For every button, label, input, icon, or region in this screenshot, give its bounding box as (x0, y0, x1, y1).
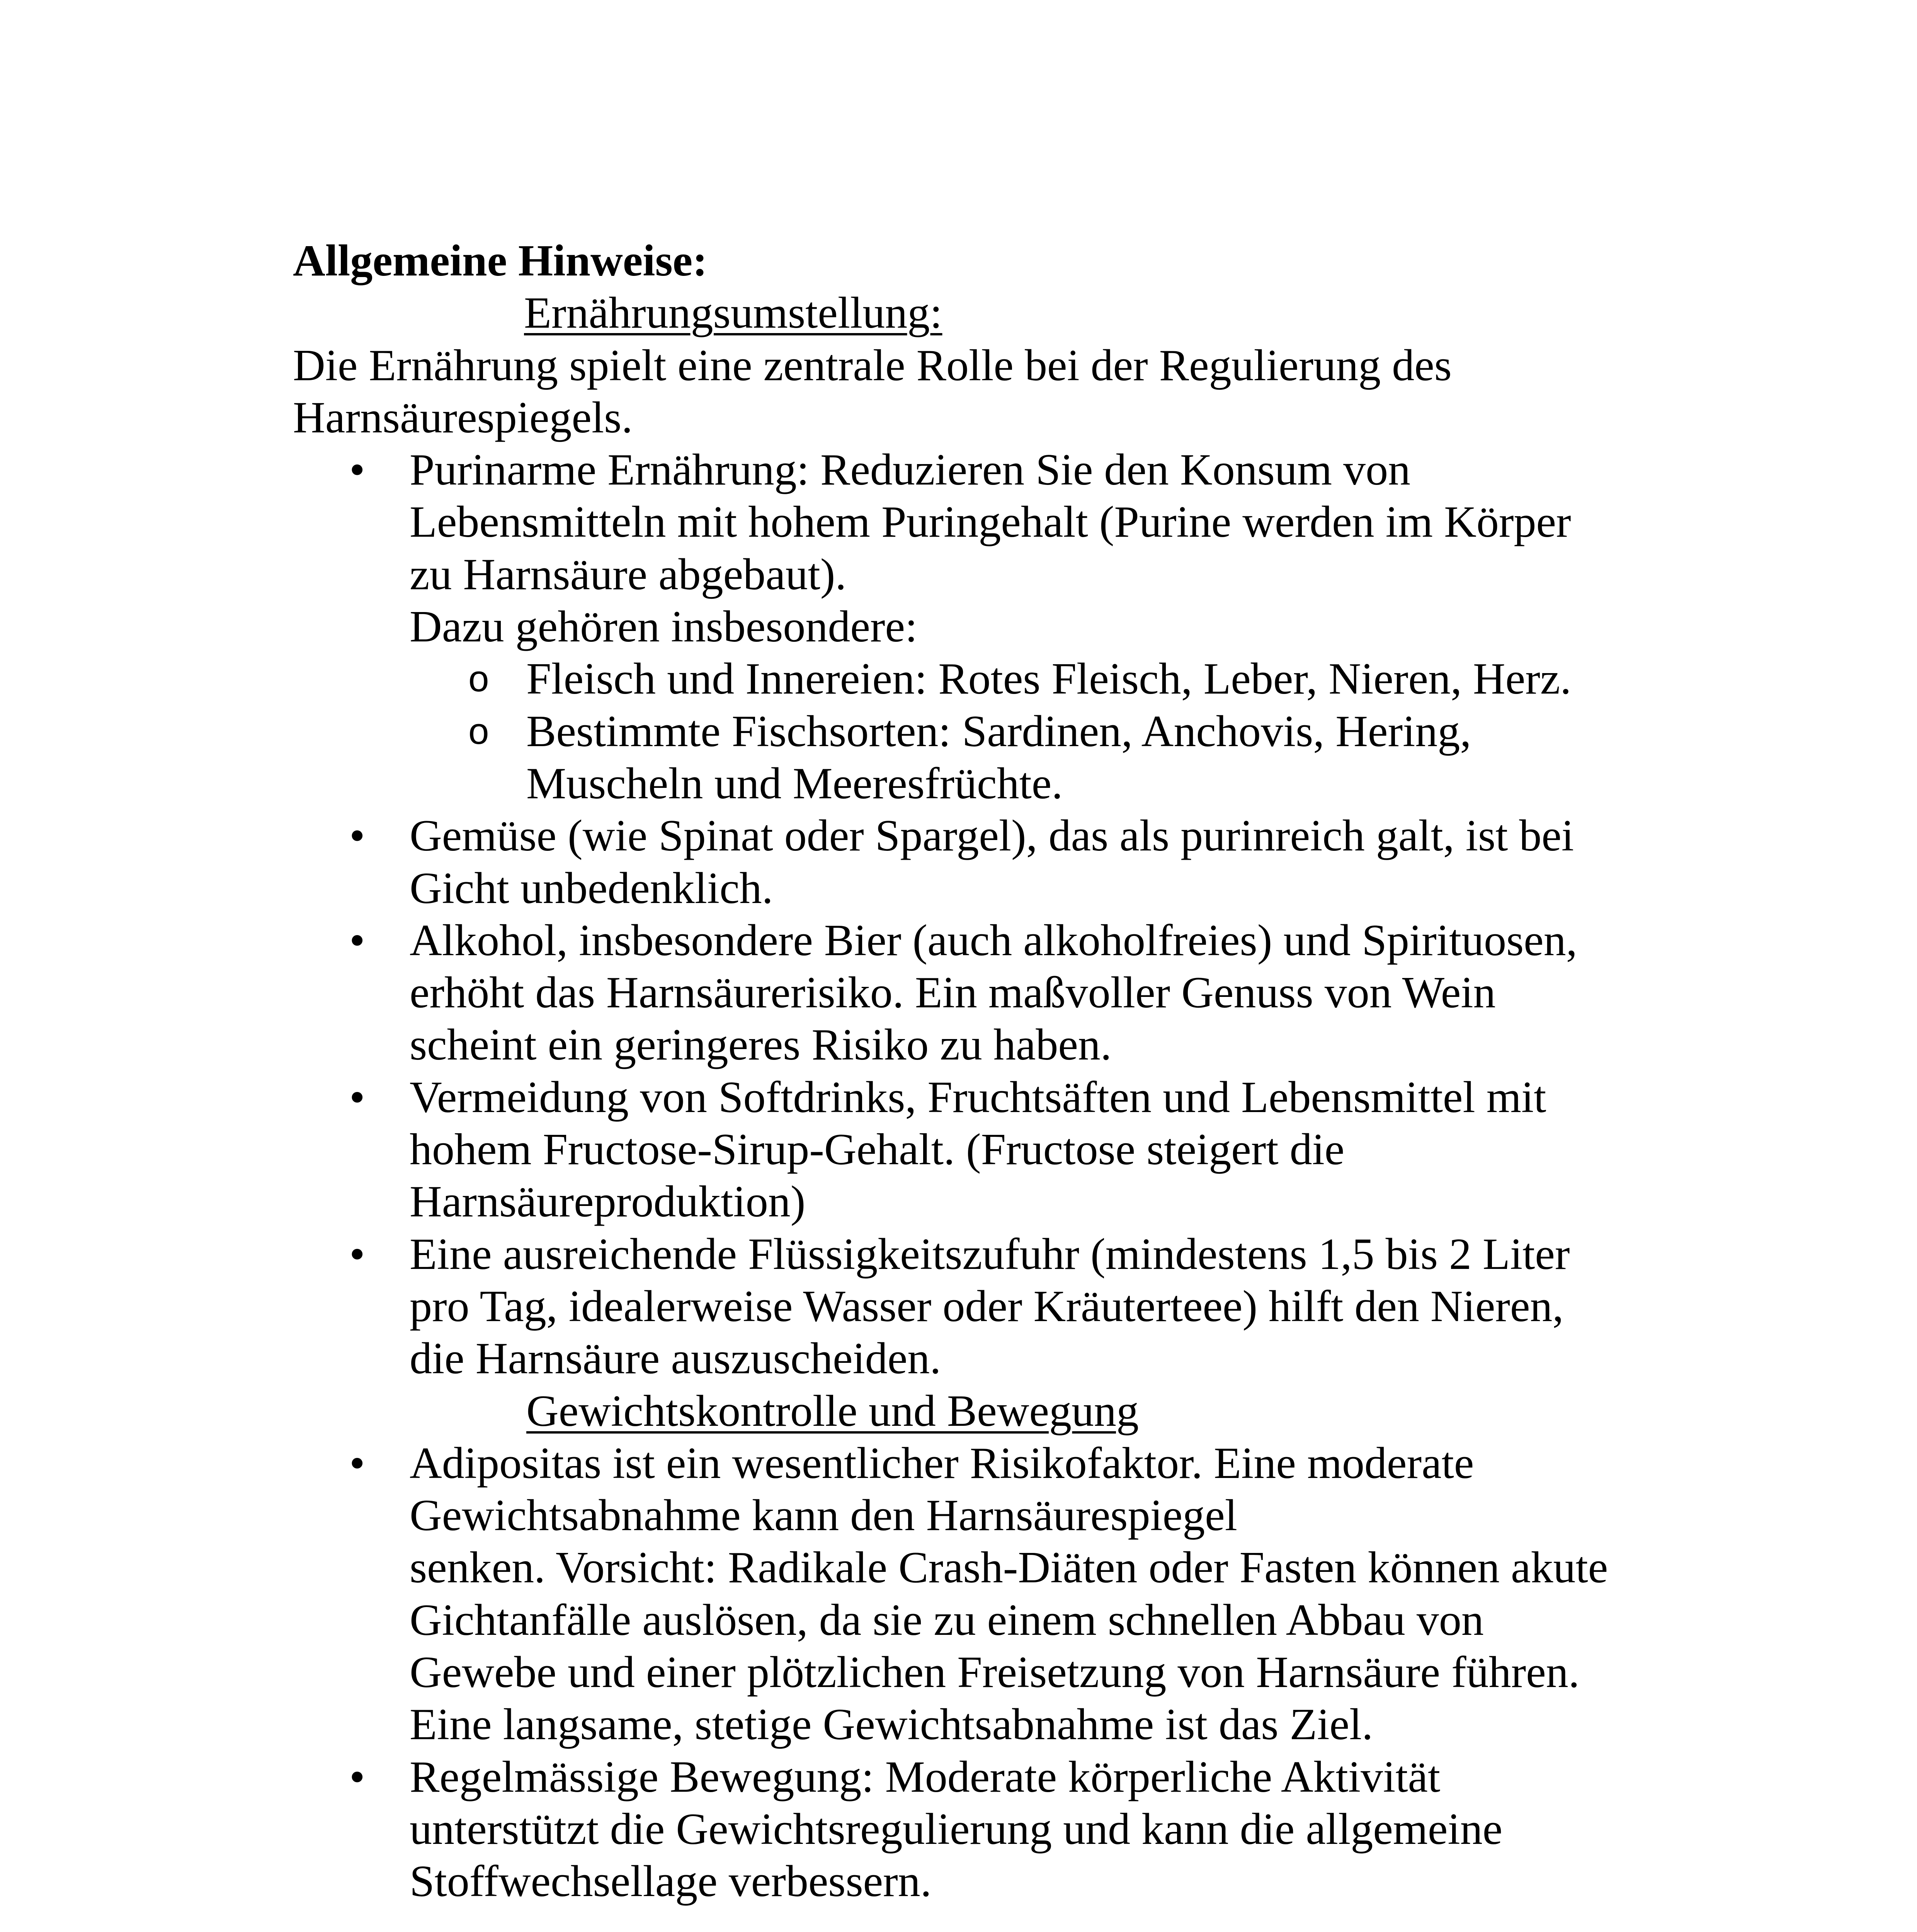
bullet-marker: • (349, 1229, 365, 1279)
bullet-line: Eine langsame, stetige Gewichtsabnahme ist das Ziel. (410, 1700, 1373, 1750)
bullet-item (293, 810, 1742, 915)
paragraph-line: Die Ernährung spielt eine zentrale Rolle bei der Regulierung des (293, 340, 1452, 390)
paragraph-spacer (293, 1908, 1742, 1932)
bullet-marker: • (349, 1752, 365, 1802)
bullet-item (293, 915, 1742, 1071)
bullet-line: Vermeidung von Softdrinks, Fruchtsäften und Lebensmittel mit (410, 1072, 1546, 1122)
sub-bullet-line: Muscheln und Meeresfrüchte. (526, 759, 1063, 808)
bullet-line: die Harnsäure auszuscheiden. (410, 1334, 941, 1384)
bullet-line: Eine ausreichende Flüssigkeitszufuhr (mindestens 1,5 bis 2 Liter (410, 1229, 1570, 1279)
bullet-line: zu Harnsäure abgebaut). (410, 549, 847, 599)
paragraph-line: Harnsäurespiegels. (293, 393, 633, 442)
sub-bullet-item (293, 653, 1742, 705)
subheading-row-nutrition (293, 287, 1742, 339)
bullet-line: unterstützt die Gewichtsregulierung und kann die allgemeine (410, 1804, 1503, 1854)
bullet-marker: • (349, 811, 365, 861)
bullet-line: hohem Fructose-Sirup-Gehalt. (Fructose steigert die (410, 1125, 1345, 1175)
subheading-weight: Gewichtskontrolle und Bewegung (526, 1386, 1139, 1436)
bullet-line: scheint ein geringeres Risiko zu haben. (410, 1020, 1112, 1070)
bullet-item (293, 1071, 1742, 1228)
bullet-item (293, 1228, 1742, 1385)
bullet-line: Adipositas ist ein wesentlicher Risikofaktor. Eine moderate (410, 1438, 1474, 1488)
bullet-item (293, 444, 1742, 810)
bullet-line: Gewichtsabnahme kann den Harnsäurespiegel (410, 1491, 1237, 1541)
bullet-marker: • (349, 915, 365, 965)
bullet-line: Harnsäureproduktion) (410, 1177, 806, 1227)
bullet-line: Regelmässige Bewegung: Moderate körperliche Aktivität (410, 1752, 1441, 1802)
bullet-line: erhöht das Harnsäurerisiko. Ein maßvoller Genuss von Wein (410, 968, 1496, 1018)
bullet-line: Lebensmitteln mit hohem Puringehalt (Purine werden im Körper (410, 497, 1571, 547)
page-content (293, 235, 1742, 1932)
bullet-line: Gemüse (wie Spinat oder Spargel), das als purinreich galt, ist bei (410, 811, 1574, 861)
sub-bullet-marker: o (468, 660, 490, 703)
bullet-marker: • (349, 1072, 365, 1122)
bullet-line: Gicht unbedenklich. (410, 863, 773, 913)
section-heading-general: Allgemeine Hinweise: (293, 236, 708, 286)
subheading-nutrition: Ernährungsumstellung: (524, 288, 942, 338)
bullet-line: Gewebe und einer plötzlichen Freisetzung von Harnsäure führen. (410, 1648, 1580, 1697)
bullet-line: Dazu gehören insbesondere: (410, 602, 918, 652)
bullet-line: Purinarme Ernährung: Reduzieren Sie den Konsum von (410, 445, 1411, 495)
sub-bullet-item (293, 706, 1742, 810)
bullet-marker: • (349, 445, 365, 495)
subheading-row-weight (293, 1385, 1742, 1437)
bullet-line: Gichtanfälle auslösen, da sie zu einem schnellen Abbau von (410, 1595, 1484, 1645)
sub-bullet-line: Fleisch und Innereien: Rotes Fleisch, Leber, Nieren, Herz. (526, 654, 1572, 704)
bullet-line: senken. Vorsicht: Radikale Crash-Diäten oder Fasten können akute (410, 1543, 1608, 1593)
sub-bullet-marker: o (468, 713, 490, 755)
bullet-item (293, 1437, 1742, 1751)
bullet-marker: • (349, 1438, 365, 1488)
bullet-item (293, 1751, 1742, 1908)
bullet-line: pro Tag, idealerweise Wasser oder Kräuterteee) hilft den Nieren, (410, 1281, 1564, 1331)
sub-bullet-line: Bestimmte Fischsorten: Sardinen, Anchovis, Hering, (526, 706, 1471, 756)
bullet-line: Alkohol, insbesondere Bier (auch alkoholfreies) und Spirituosen, (410, 915, 1577, 965)
bullet-line: Stoffwechsellage verbessern. (410, 1857, 932, 1906)
